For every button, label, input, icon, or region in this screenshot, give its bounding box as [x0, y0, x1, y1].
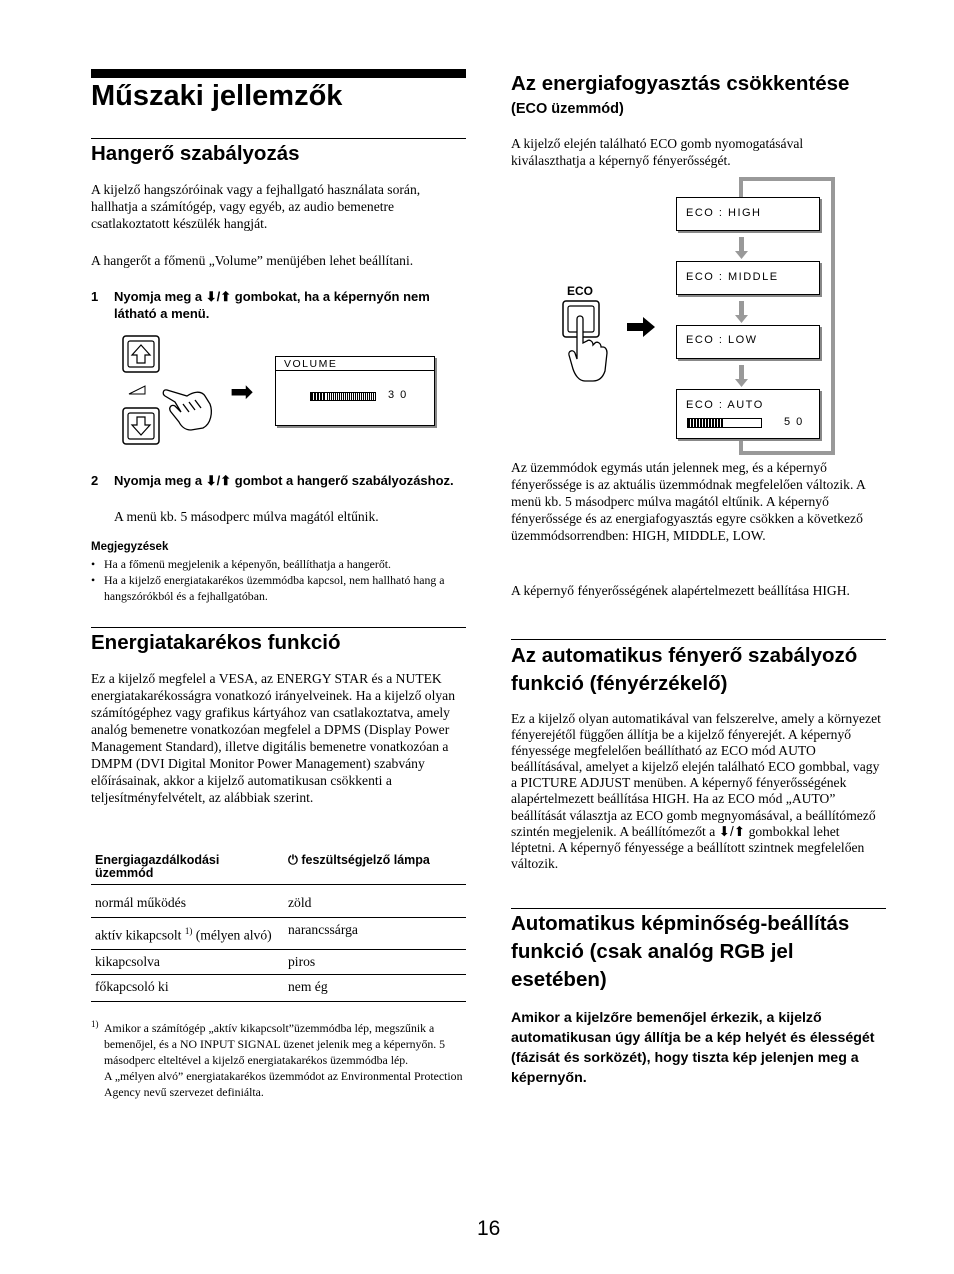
right-arrow-icon: ➡: [230, 376, 254, 407]
title-bar: [91, 69, 466, 78]
table-header-cell: Energiagazdálkodási üzemmód: [91, 846, 284, 885]
divider: [91, 627, 466, 628]
note-1: • Ha a főmenü megjelenik a képenyőn, beállíthatja a hangerőt.: [91, 557, 391, 571]
volume-step-2: 2 Nyomja meg a ⬇/⬆ gombot a hangerő szabályozáshoz.: [91, 473, 454, 488]
pointing-hand-icon: [163, 390, 211, 430]
table-row: kikapcsolva piros: [91, 949, 466, 974]
table-row: főkapcsoló ki nem ég: [91, 974, 466, 1001]
volume-osd: [275, 356, 435, 426]
energy-paragraph: Ez a kijelző megfelel a VESA, az ENERGY STAR és a NUTEK energiatakarékosságra vonatkozó irányelveinek. Ha a kijelző olyan számítógéphez vagy grafikus kártyához van csatlakoztatva, amely analóg bemenetre vonatkozóan megfelel a DPMS (Display Power Management Standard), illetve digitális bemenetre vonatkozóan a DMPM (DVI Digital Monitor Power Management) szabvány előírásainak, akkor a kijelző automatikusan csökkenti a teljesítményfelvételt, az alábbiak szerint.: [91, 671, 455, 805]
down-up-arrow-icon: ⬇/⬆: [718, 823, 746, 839]
auto-brightness-heading: Az automatikus fényerő szabályozó funkció (fényérzékelő): [511, 644, 858, 695]
volume-step-2-sub: A menü kb. 5 másodperc múlva magától eltűnik.: [114, 509, 379, 524]
up-button-icon: [123, 336, 159, 372]
down-up-arrow-icon: ⬇/⬆: [205, 473, 232, 488]
note-2: • Ha a kijelző energiatakarékos üzemmódba kapcsol, nem hallható hang a hangszórókból és a fejhallgatóban.: [91, 573, 445, 603]
auto-bar-fill: [688, 419, 724, 427]
page-number: 16: [477, 1217, 501, 1240]
step-number: 1: [91, 289, 99, 304]
auto-value: 5 0: [784, 416, 804, 428]
eco-paragraph-1: A kijelző elején található ECO gomb nyomogatásával kiválaszthatja a képernyő fényerősségét.: [511, 136, 804, 168]
table-header: [91, 846, 466, 885]
eco-osd-low: ECO : LOW: [676, 325, 820, 359]
eco-osd-auto: ECO : AUTO 5 0: [676, 389, 820, 439]
step-number: 2: [91, 473, 99, 488]
eco-subheading: (ECO üzemmód): [511, 101, 624, 117]
eco-paragraph-2: Az üzemmódok egymás után jelennek meg, és a képernyő fényerőssége is az aktuális üzemmódnak megfelelően változik. A menü kb. 5 másodperc múlva magától eltűnik. A képernyő fényerőssége és az energiafogyasztás egyre csökken a következő üzemmódsorrendben: HIGH, MIDDLE, LOW.: [511, 460, 866, 543]
energy-heading: Energiatakarékos funkció: [91, 631, 341, 654]
eco-heading: Az energiafogyasztás csökkentése: [511, 72, 850, 95]
auto-image-heading: Automatikus képminőség-beállítás funkció (csak analóg RGB jel esetében): [511, 912, 850, 991]
osd-header-line: [276, 370, 434, 371]
volume-icon: [129, 386, 145, 394]
down-button-icon: [123, 408, 159, 444]
eco-osd-high: ECO : HIGH: [676, 197, 820, 231]
table-row: aktív kikapcsolt $^{1)}$ (mélyen alvó) narancssárga: [91, 918, 466, 950]
osd-value: 3 0: [388, 389, 408, 401]
table-row: normál működés zöld: [91, 885, 466, 918]
auto-brightness-paragraph: Ez a kijelző olyan automatikával van felszerelve, amely a környezet fényerejétől függően állítja be a kijelző fényerejét. A képernyő fényessége megfelelően beállítható az ECO mód AUTO beállításával, amelyet a kijelző elején található ECO gombbal, vagy a PICTURE ADJUST menüben. A képernyő fényerősségének alapértelmezett beállítása HIGH. Ha az ECO mód „AUTO” beállítását választja az ECO gomb megnyomásával, a beállítómező szintén megjelenik. A beállítómezőt a ⬇/⬆ gombokkal lehet léptetni. A képernyő fényessége a beállított szintnek megfelelően változik.: [511, 711, 881, 871]
divider: [511, 908, 886, 909]
divider: [91, 138, 466, 139]
page-title: Műszaki jellemzők: [91, 80, 343, 112]
volume-step-1: 1 Nyomja meg a ⬇/⬆ gombokat, ha a képernyőn nem látható a menü.: [91, 289, 430, 321]
volume-bar-fill: [311, 393, 326, 400]
volume-heading: Hangerő szabályozás: [91, 142, 300, 165]
volume-paragraph-1: A kijelző hangszóróinak vagy a fejhallgató használata során, hallhatja a számítógép, vagy egyéb, az audio bemenetre csatlakoztatott készülék hangját.: [91, 182, 421, 231]
eco-button-label: ECO: [567, 284, 594, 298]
down-up-arrow-icon: ⬇/⬆: [205, 289, 232, 304]
divider: [511, 639, 886, 640]
footnote: 1) Amikor a számítógép „aktív kikapcsolt”üzemmódba lép, megszűnik a bemenőjel, és a NO INPUT SIGNAL üzenet jelenik meg a képernyőn. 5 másodperc elteltével a kijelző energiatakarékos üzemmódba lép. A „mélyen alvó” energiatakarékos üzemmódot az Environmental Protection Agency nevű szervezet definiálta.: [91, 1019, 463, 1099]
eco-osd-middle: ECO : MIDDLE: [676, 261, 820, 295]
auto-image-paragraph: Amikor a kijelzőre bemenőjel érkezik, a kijelző automatikusan úgy állítja be a kép helyét és élességét (fázisát és sorközét), hogy tiszta kép jelenjen meg a képernyőn.: [511, 1010, 875, 1086]
notes-title: Megjegyzések: [91, 541, 169, 553]
volume-paragraph-2: A hangerőt a főmenü „Volume” menüjében lehet beállítani.: [91, 253, 414, 268]
table-header-cell: ⏻ feszültségjelző lámpa: [284, 846, 466, 885]
power-mode-table: [91, 846, 466, 1002]
eco-paragraph-3: A képernyő fényerősségének alapértelmezett beállítása HIGH.: [511, 583, 850, 598]
osd-title: VOLUME: [284, 358, 338, 370]
